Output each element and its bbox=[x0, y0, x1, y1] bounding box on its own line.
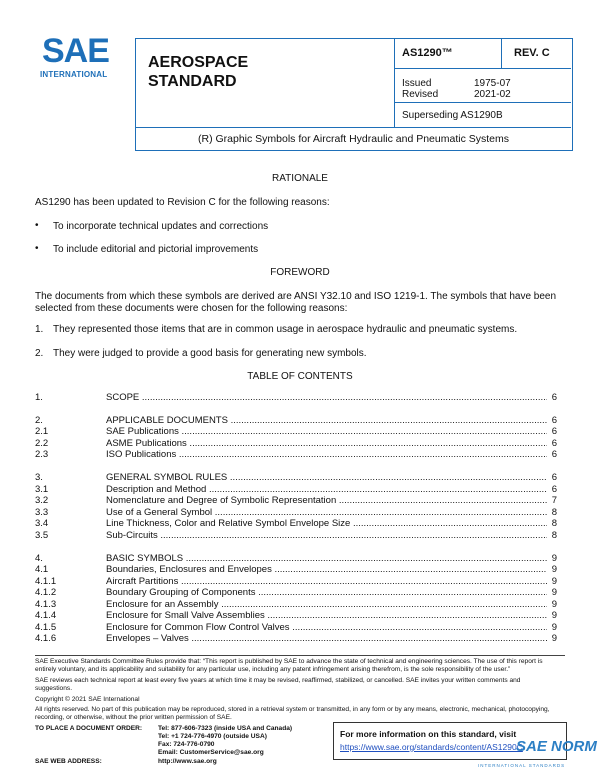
toc-row[interactable] bbox=[35, 415, 557, 426]
revised-label: Revised bbox=[402, 89, 439, 100]
toc-heading: TABLE OF CONTENTS bbox=[247, 371, 353, 382]
toc-page: 8 bbox=[551, 507, 557, 518]
watermark: SAE NORM bbox=[516, 738, 597, 755]
toc-row[interactable] bbox=[35, 449, 557, 460]
doc-code: AS1290™ bbox=[402, 47, 453, 59]
toc-row[interactable] bbox=[35, 426, 557, 437]
toc-title: Line Thickness, Color and Relative Symbol Envelope Size ..... bbox=[106, 518, 547, 529]
issued-label: Issued bbox=[402, 78, 432, 89]
logo-subtitle: INTERNATIONAL bbox=[40, 70, 108, 79]
order-tel-1: Tel: 877-606-7323 (inside USA and Canada) bbox=[158, 725, 293, 732]
issued-value: 1975-07 bbox=[474, 78, 511, 89]
footer-rules bbox=[35, 658, 543, 674]
toc-page: 6 bbox=[551, 392, 557, 403]
footer-review-line: SAE reviews each technical report at least every five years at which time it may be revised, reaffirmed, stabilized, or cancelled. SAE invites your written comments and bbox=[35, 677, 521, 684]
toc-title: GENERAL SYMBOL RULES ..... bbox=[106, 472, 547, 483]
document-type bbox=[148, 53, 248, 91]
toc-title: ISO Publications ..... bbox=[106, 449, 547, 460]
foreword-heading: FOREWORD bbox=[270, 267, 330, 278]
toc-title: Sub-Circuits ..... bbox=[106, 530, 547, 541]
toc-page: 8 bbox=[551, 518, 557, 529]
rationale-intro: AS1290 has been updated to Revision C for the following reasons: bbox=[35, 197, 330, 208]
web-address[interactable]: http://www.sae.org bbox=[158, 758, 217, 765]
foreword-item-num: 2. bbox=[35, 348, 44, 359]
toc-page: 9 bbox=[551, 622, 557, 633]
order-contacts bbox=[158, 725, 292, 757]
toc-num: 4.1.5 bbox=[35, 622, 57, 633]
footer-review bbox=[35, 677, 520, 693]
toc-page: 7 bbox=[551, 495, 557, 506]
toc-row[interactable] bbox=[35, 495, 557, 506]
toc-page: 9 bbox=[551, 576, 557, 587]
revision: REV. C bbox=[514, 47, 550, 59]
toc-num: 2.2 bbox=[35, 438, 49, 449]
rationale-heading: RATIONALE bbox=[272, 173, 328, 184]
footer-review-line: suggestions. bbox=[35, 685, 73, 692]
toc-num: 4. bbox=[35, 553, 43, 564]
toc-num: 2.3 bbox=[35, 449, 49, 460]
web-label: SAE WEB ADDRESS: bbox=[35, 758, 102, 765]
superseding-cell bbox=[394, 102, 571, 127]
toc-title: Aircraft Partitions ..... bbox=[106, 576, 547, 587]
rationale-bullet-1: To incorporate technical updates and corrections bbox=[53, 221, 269, 232]
document-subject: (R) Graphic Symbols for Aircraft Hydraulic and Pneumatic Systems bbox=[136, 127, 571, 150]
bullet-icon: • bbox=[35, 243, 39, 254]
footer-rights bbox=[35, 706, 550, 722]
toc-num: 3.1 bbox=[35, 484, 49, 495]
toc-page: 6 bbox=[551, 484, 557, 495]
toc-row[interactable] bbox=[35, 484, 557, 495]
toc-title: SCOPE ..... bbox=[106, 392, 547, 403]
toc-page: 9 bbox=[551, 564, 557, 575]
toc-num: 2. bbox=[35, 415, 43, 426]
toc-title: Boundaries, Enclosures and Envelopes ..... bbox=[106, 564, 547, 575]
toc-row[interactable] bbox=[35, 576, 557, 587]
footer-rights-line: recording, or otherwise, without the prior written permission of SAE. bbox=[35, 714, 232, 721]
foreword-item-num: 1. bbox=[35, 324, 44, 335]
toc-row[interactable] bbox=[35, 507, 557, 518]
toc-page: 6 bbox=[551, 415, 557, 426]
toc-title: APPLICABLE DOCUMENTS ..... bbox=[106, 415, 547, 426]
toc-page: 6 bbox=[551, 472, 557, 483]
toc-page: 6 bbox=[551, 449, 557, 460]
toc-row[interactable] bbox=[35, 599, 557, 610]
toc-title: Description and Method ..... bbox=[106, 484, 547, 495]
toc-num: 4.1.4 bbox=[35, 610, 57, 621]
logo-mark: SAE bbox=[42, 32, 109, 70]
toc-num: 2.1 bbox=[35, 426, 49, 437]
toc-row[interactable] bbox=[35, 633, 557, 644]
toc-page: 9 bbox=[551, 553, 557, 564]
toc-num: 4.1.2 bbox=[35, 587, 57, 598]
toc-title: Enclosure for Common Flow Control Valves ..... bbox=[106, 622, 547, 633]
watermark-sub: INTERNATIONAL STANDARDS bbox=[478, 763, 566, 768]
foreword-item-text: They represented those items that are in common usage in aerospace hydraulic and pneumatic systems. bbox=[53, 324, 518, 335]
order-tel-2: Tel: +1 724-776-4970 (outside USA) bbox=[158, 733, 267, 740]
order-label: TO PLACE A DOCUMENT ORDER: bbox=[35, 725, 143, 732]
toc-num: 4.1 bbox=[35, 564, 49, 575]
toc-page: 8 bbox=[551, 530, 557, 541]
toc-page: 9 bbox=[551, 633, 557, 644]
sae-logo bbox=[38, 32, 122, 84]
toc-row[interactable] bbox=[35, 530, 557, 541]
footer-divider bbox=[35, 655, 565, 656]
toc-num: 3.5 bbox=[35, 530, 49, 541]
footer-copyright: Copyright © 2021 SAE International bbox=[35, 696, 140, 703]
toc-title: Use of a General Symbol ..... bbox=[106, 507, 547, 518]
toc-row[interactable] bbox=[35, 472, 557, 483]
toc-title: Nomenclature and Degree of Symbolic Representation ..... bbox=[106, 495, 547, 506]
foreword-item-text: They were judged to provide a good basis for generating new symbols. bbox=[53, 348, 367, 359]
toc-row[interactable] bbox=[35, 553, 557, 564]
toc-page: 6 bbox=[551, 438, 557, 449]
more-info-heading: For more information on this standard, visit bbox=[340, 729, 517, 739]
revision-cell bbox=[502, 39, 571, 69]
footer-rules-line: SAE Executive Standards Committee Rules provide that: “This report is published by SAE to advance the state of technical and engineering sciences. The use of this report is bbox=[35, 658, 543, 665]
rationale-bullet-2: To include editorial and pictorial improvements bbox=[53, 244, 259, 255]
footer-rights-line: All rights reserved. No part of this publication may be reproduced, stored in a retrieval system or transmitted, in any form or by any means, electronic, mechanical, photocopying, bbox=[35, 706, 550, 713]
issue-dates bbox=[394, 69, 571, 102]
document-header bbox=[135, 38, 573, 151]
toc-title: ASME Publications ..... bbox=[106, 438, 547, 449]
toc-num: 4.1.3 bbox=[35, 599, 57, 610]
order-fax: Fax: 724-776-0790 bbox=[158, 741, 215, 748]
toc-page: 6 bbox=[551, 426, 557, 437]
superseding: Superseding AS1290B bbox=[402, 110, 503, 121]
toc-row[interactable] bbox=[35, 564, 557, 575]
toc-page: 9 bbox=[551, 587, 557, 598]
footer-rules-line: entirely voluntary, and its applicability and suitability for any particular use, including any patent infringement arising therefrom, is the sole responsibility of the user.” bbox=[35, 666, 511, 673]
toc-num: 4.1.1 bbox=[35, 576, 57, 587]
toc-num: 3.4 bbox=[35, 518, 49, 529]
toc-row[interactable] bbox=[35, 518, 557, 529]
foreword-para-line2: selected from these documents were chosen for the following reasons: bbox=[35, 303, 348, 314]
toc-row[interactable] bbox=[35, 587, 557, 598]
header-title-cell bbox=[136, 39, 395, 127]
toc-row[interactable] bbox=[35, 622, 557, 633]
toc-num: 3. bbox=[35, 472, 43, 483]
toc-row[interactable] bbox=[35, 392, 557, 403]
toc-row[interactable] bbox=[35, 610, 557, 621]
toc-title: Enclosure for Small Valve Assemblies ..... bbox=[106, 610, 547, 621]
toc-title: SAE Publications ..... bbox=[106, 426, 547, 437]
toc-num: 1. bbox=[35, 392, 43, 403]
document-type-line1: AEROSPACE bbox=[148, 54, 249, 71]
toc-title: BASIC SYMBOLS ..... bbox=[106, 553, 547, 564]
toc-title: Boundary Grouping of Components ..... bbox=[106, 587, 547, 598]
toc-title: Enclosure for an Assembly ..... bbox=[106, 599, 547, 610]
foreword-para-line1: The documents from which these symbols are derived are ANSI Y32.10 and ISO 1219-1. The symbols that have been bbox=[35, 291, 557, 302]
revised-value: 2021-02 bbox=[474, 89, 511, 100]
toc-title: Envelopes – Valves ..... bbox=[106, 633, 547, 644]
toc-num: 3.3 bbox=[35, 507, 49, 518]
bullet-icon: • bbox=[35, 220, 39, 231]
order-email[interactable]: Email: CustomerService@sae.org bbox=[158, 749, 264, 756]
doc-code-cell bbox=[394, 39, 502, 69]
document-type-line2: STANDARD bbox=[148, 73, 237, 90]
more-info-link[interactable]: https://www.sae.org/standards/content/AS1290C bbox=[340, 742, 523, 752]
toc-num: 3.2 bbox=[35, 495, 49, 506]
toc-row[interactable] bbox=[35, 438, 557, 449]
toc-page: 9 bbox=[551, 610, 557, 621]
toc-page: 9 bbox=[551, 599, 557, 610]
toc-num: 4.1.6 bbox=[35, 633, 57, 644]
